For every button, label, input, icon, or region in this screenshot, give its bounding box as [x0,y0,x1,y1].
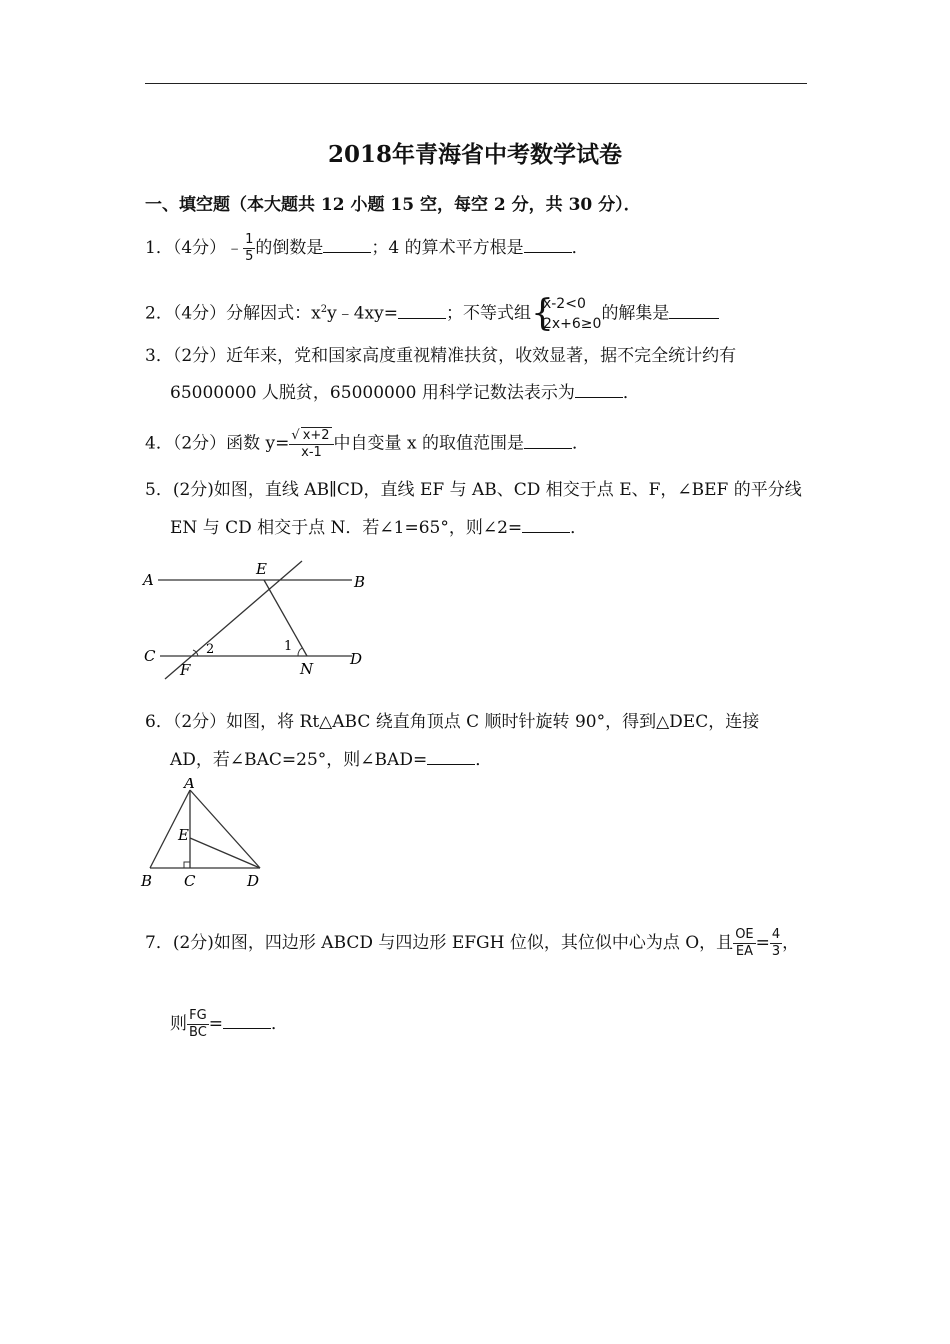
q6-line2-text: AD，若∠BAC=25°，则∠BAD= [170,750,428,770]
question-5-line-1: 5．(2分)如图，直线 AB∥CD，直线 EF 与 AB、CD 相交于点 E、F，∠BEF 的平分线 [145,480,802,500]
q1-blank-2 [524,238,572,253]
q4-frac-num: √ x+2 [289,427,333,445]
question-1 [145,232,589,265]
q3-end: ． [622,383,640,403]
q3-blank [575,383,623,398]
q2-text-c: 的解集是 [601,303,670,324]
q4-prefix: 4．（2分）函数 y= [145,433,290,454]
label-d: D [350,650,363,668]
label-b: B [354,573,366,591]
q2-superscript: 2 [320,303,328,315]
label-e: E [178,826,189,844]
q7-frac1-den: EA [735,944,753,959]
question-2 [145,294,719,334]
question-5-line-2 [170,517,587,539]
q7-equals: = [755,933,770,953]
question-4 [145,427,589,461]
q7-fraction-fg-bc [187,1008,209,1041]
q3-line2-text: 65000000 人脱贫，65000000 用科学记数法表示为 [170,383,575,403]
section-heading: 一、填空题（本大题共 12 小题 15 空，每空 2 分，共 30 分）． [145,195,641,215]
label-c: C [184,872,196,890]
question-6-line-1: 6．（2分）如图，将 Rt△ABC 绕直角顶点 C 顺时针旋转 90°，得到△DEC，连接 [145,712,760,732]
q5-figure [140,558,380,683]
q4-frac-den: x-1 [301,445,322,460]
q7-fraction-oe-ea [733,927,755,960]
q7-frac3-den: BC [189,1025,207,1040]
q1-fraction [243,232,255,265]
angle-1-arc [298,648,302,656]
label-f: F [180,661,191,679]
q1-text-a: 的倒数是 [255,238,324,258]
label-b: B [141,872,153,890]
q1-frac-den: 5 [245,249,254,264]
label-a: A [143,571,154,589]
segment-ad [190,790,260,868]
q2-text-a: y﹣4xy= [327,303,398,324]
q6-blank [427,750,475,765]
label-e: E [256,560,267,578]
q7-blank [223,1014,271,1029]
question-7 [145,927,799,960]
q7-frac1-num: OE [735,927,754,942]
question-3-line-1: 3．（2分）近年来，党和国家高度重视精准扶贫，收效显著，据不完全统计约有 [145,346,737,366]
q6-end: ． [475,750,493,770]
q2-brace: { [530,293,554,334]
label-angle-2: 2 [206,642,215,657]
q5-line2-text: EN 与 CD 相交于点 N．若∠1=65°，则∠2= [170,518,523,538]
q7-then: 则 [170,1014,187,1034]
q2-prefix: 2．（4分）分解因式：x [145,303,321,324]
q5-blank [522,518,570,533]
right-angle-mark [184,862,190,868]
q7-fraction-4-3 [770,927,782,960]
q7-end: ． [271,1014,289,1034]
q4-blank [524,434,572,449]
q2-inequality-system [531,294,601,334]
segment-ed [190,838,260,868]
question-3-line-2 [170,382,640,404]
q2-blank-2 [669,304,719,319]
q7-prefix: 7．(2分)如图，四边形 ABCD 与四边形 EFGH 位似，其位似中心为点 O，且 [145,933,734,953]
label-c: C [144,647,156,665]
q7-equals-2: = [208,1014,224,1034]
q2-blank-1 [398,304,446,319]
q4-text: 中自变量 x 的取值范围是 [333,433,524,454]
q2-sys-line1: x-2<0 [542,296,586,312]
q1-frac-num: 1 [245,232,254,247]
q4-sqrt-radicand: x+2 [302,428,330,443]
q2-text-b: ；不等式组 [445,303,531,324]
question-7-line-2 [170,1008,288,1041]
q4-fraction [289,427,333,461]
q1-blank-1 [323,238,371,253]
q7-frac2-den: 3 [771,944,781,959]
q6-figure [138,778,268,890]
label-d: D [247,872,260,890]
page-title: 2018年青海省中考数学试卷 [327,141,622,168]
label-n: N [300,660,314,678]
q7-frac2-num: 4 [771,927,781,942]
q2-sys-line2: 2x+6≥0 [542,316,602,332]
q5-end: ． [570,518,588,538]
label-angle-1: 1 [284,639,293,654]
q4-end: ． [571,433,589,454]
q1-end: ． [571,238,589,258]
q1-prefix: 1．（4分）﹣ [145,238,244,258]
label-a: A [184,778,195,792]
q1-text-b: ；4 的算术平方根是 [371,238,524,258]
header-rule [145,83,807,84]
q7-comma: ， [782,933,800,953]
question-6-line-2 [170,749,492,771]
q7-frac3-num: FG [187,1008,209,1025]
